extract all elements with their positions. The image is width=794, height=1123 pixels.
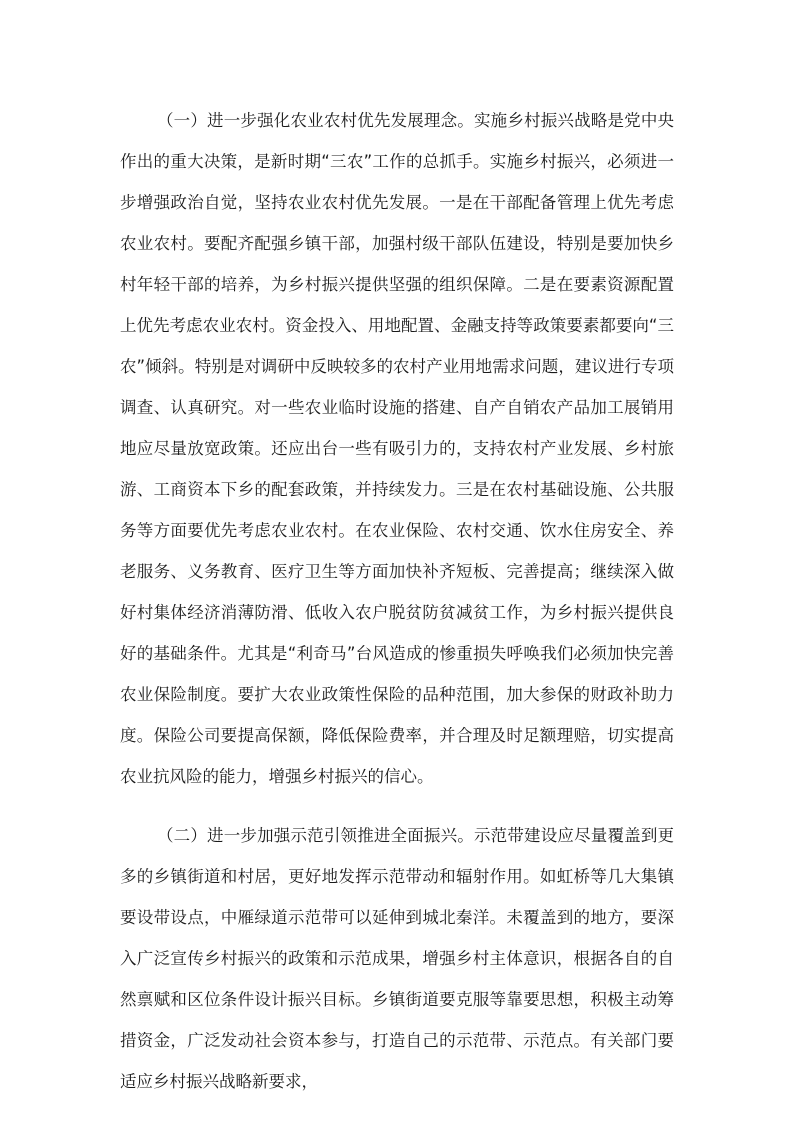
document-body (120, 100, 674, 1102)
paragraph-2: （二）进一步加强示范引领推进全面振兴。示范带建设应尽量覆盖到更多的乡镇街道和村居，更好地发挥示范带动和辐射作用。如虹桥等几大集镇要设带设点，中雁绿道示范带可以延伸到城北秦洋。未覆盖到的地方，要深入广泛宣传乡村振兴的政策和示范成果，增强乡村主体意识，根据各自的自然禀赋和区位条件设计振兴目标。乡镇街道要克服等靠要思想，积极主动筹措资金，广泛发动社会资本参与，打造自己的示范带、示范点。有关部门要适应乡村振兴战略新要求， (120, 826, 674, 1091)
paragraph-1: （一）进一步强化农业农村优先发展理念。实施乡村振兴战略是党中央作出的重大决策，是新时期“三农”工作的总抓手。实施乡村振兴，必须进一步增强政治自觉，坚持农业农村优先发展。一是在干部配备管理上优先考虑农业农村。要配齐配强乡镇干部，加强村级干部队伍建设，特别是要加快乡村年轻干部的培养，为乡村振兴提供坚强的组织保障。二是在要素资源配置上优先考虑农业农村。资金投入、用地配置、金融支持等政策要素都要向“三农”倾斜。特别是对调研中反映较多的农村产业用地需求问题，建议进行专项调查、认真研究。对一些农业临时设施的搭建、自产自销农产品加工展销用地应尽量放宽政策。还应出台一些有吸引力的，支持农村产业发展、乡村旅游、工商资本下乡的配套政策，并持续发力。三是在农村基础设施、公共服务等方面要优先考虑农业农村。在农业保险、农村交通、饮水住房安全、养老服务、义务教育、医疗卫生等方面加快补齐短板、完善提高；继续深入做好村集体经济消薄防滑、低收入农户脱贫防贫减贫工作，为乡村振兴提供良好的基础条件。尤其是“利奇马”台风造成的惨重损失呼唤我们必须加快完善农业保险制度。要扩大农业政策性保险的品种范围，加大参保的财政补助力度。保险公司要提高保额，降低保险费率，并合理及时足额理赔，切实提高农业抗风险的能力，增强乡村振兴的信心。 (120, 111, 674, 786)
